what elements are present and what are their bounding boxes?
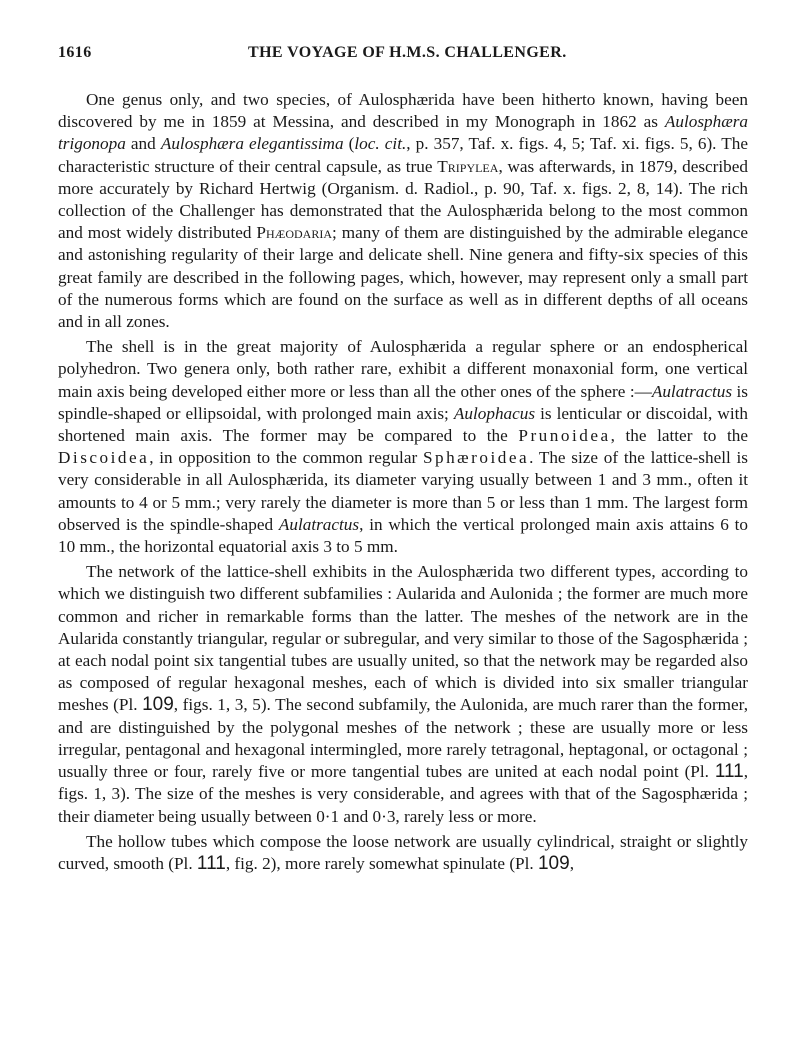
paragraph-4: The hollow tubes which compose the loose network are usually cylindrical, straight or slightly curved, smooth (Pl. 111, fig. 2), more rarely somewhat spinulate (Pl. 109, bbox=[58, 831, 748, 874]
plate-number: 109 bbox=[142, 694, 174, 716]
plate-number: 111 bbox=[196, 852, 226, 874]
spaced-taxon: Prunoidea bbox=[518, 426, 611, 446]
taxon-small-caps: Phæodaria bbox=[256, 223, 332, 243]
page-number: 1616 bbox=[58, 44, 92, 61]
paragraph-1: One genus only, and two species, of Aulosphærida have been hitherto known, having been discovered by me in 1859 at Messina, and described in my Monograph in 1862 as Aulosphæra trigonopa and Aulosphæra elegantissima (loc. cit., p. 357, Taf. x. figs. 4, 5; Taf. xi. figs. 5, 6). The characteristic structure of their central capsule, as true Tripylea, was afterwards, in 1879, described more accurately by Richard Hertwig (Organism. d. Radiol., p. 90, Taf. x. figs. 2, 8, 14). The rich collection of the Challenger has demonstrated that the Aulosphærida belong to the most common and most widely distributed Phæodaria; many of them are distinguished by the admirable elegance and astonishing regularity of their large and delicate shell. Nine genera and fifty-six species of this great family are described in the following pages, which, however, may represent only a small part of the numerous forms which are found on the surface as well as in different depths of all oceans and in all zones. bbox=[58, 90, 748, 332]
spaced-taxon: Discoidea bbox=[58, 448, 150, 468]
plate-number: 111 bbox=[714, 761, 744, 783]
spaced-taxon: Sphæroidea bbox=[422, 448, 530, 468]
paragraph-2: The shell is in the great majority of Aulosphærida a regular sphere or an endospherical polyhedron. Two genera only, both rather rare, exhibit a different monaxonial form, one vertical main axis being developed either more or less than all the other ones of the sphere :—Aulatractus is spindle-shaped or ellipsoidal, with prolonged main axis; Aulophacus is lenticular or discoidal, with shortened main axis. The former may be compared to the Prunoidea, the latter to the Discoidea, in opposition to the common regular Sphæroidea. The size of the lattice-shell is very considerable in all Aulosphærida, its diameter varying usually between 1 and 3 mm., often it amounts to 4 or 5 mm.; very rarely the diameter is more than 5 or less than 1 mm. The largest form observed is the spindle-shaped Aulatractus, in which the vertical prolonged main axis attains 6 to 10 mm., the horizontal equatorial axis 3 to 5 mm. bbox=[58, 337, 748, 557]
running-header bbox=[58, 44, 758, 66]
paragraph-3: The network of the lattice-shell exhibits in the Aulosphærida two different types, according to which we distinguish two different subfamilies : Aularida and Aulonida ; the former are much more common and richer in remarkable forms than the latter. The meshes of the network are in the Aularida constantly triangular, regular or subregular, and very similar to those of the Sagosphærida ; at each nodal point six tangential tubes are usually united, so that the network may be regarded also as composed of regular hexagonal meshes, each of which is divided into six smaller triangular meshes (Pl. 109, figs. 1, 3, 5). The second subfamily, the Aulonida, are much rarer than the former, and are distinguished by the polygonal meshes of the network ; these are usually more or less irregular, pentagonal and hexagonal intermingled, more rarely tetragonal, heptagonal, or octagonal ; usually three or four, rarely five or more tangential tubes are united at each nodal point (Pl. 111, figs. 1, 3). The size of the meshes is very considerable, and agrees with that of the Sagosphærida ; their diameter being usually between 0·1 and 0·3, rarely less or more. bbox=[58, 562, 748, 826]
taxon-small-caps: Tripylea bbox=[437, 156, 499, 176]
body-text bbox=[58, 89, 748, 878]
plate-number: 109 bbox=[537, 852, 570, 874]
running-title: THE VOYAGE OF H.M.S. CHALLENGER. bbox=[248, 44, 567, 61]
